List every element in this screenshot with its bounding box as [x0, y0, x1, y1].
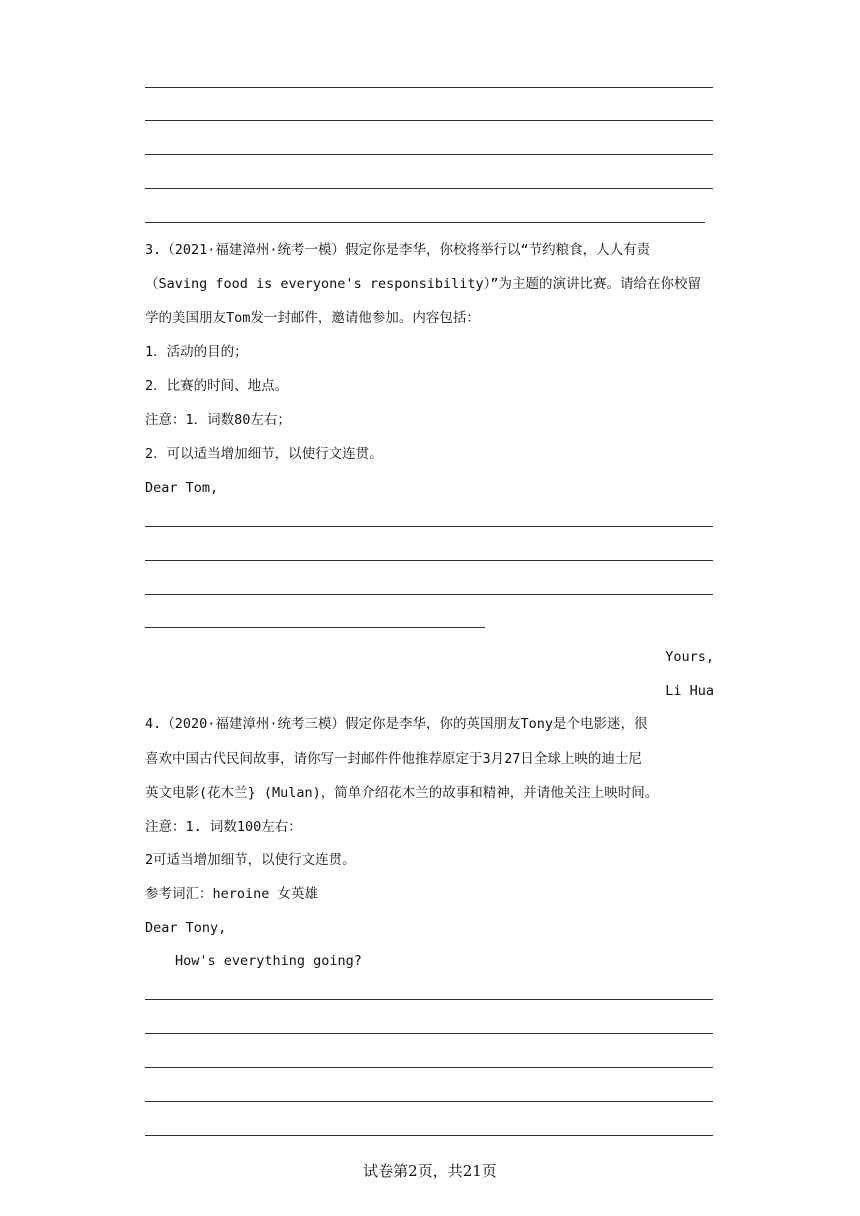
q3-prompt-line-3: 学的美国朋友Tom发一封邮件，邀请他参加。内容包括： — [145, 310, 480, 326]
writing-line — [145, 222, 705, 223]
writing-line — [145, 120, 713, 121]
q3-note-2: 2．可以适当增加细节，以使行文连贯。 — [145, 446, 383, 462]
q4-opening: How's everything going? — [175, 953, 362, 969]
q3-content-item-1: 1．活动的目的； — [145, 344, 248, 360]
q4-note-1: 注意：1. 词数100左右： — [145, 819, 302, 835]
writing-line — [145, 1033, 713, 1034]
writing-line — [145, 1101, 713, 1102]
writing-line — [145, 526, 713, 527]
writing-line — [145, 154, 713, 155]
writing-line — [145, 1067, 713, 1068]
q4-prompt-line-1: 4.（2020·福建漳州·统考三模）假定你是李华，你的英国朋友Tony是个电影迷，很 — [145, 716, 648, 732]
q4-greeting: Dear Tony, — [145, 920, 227, 936]
q3-prompt-line-2: （Saving food is everyone's responsibility）”为主题的演讲比赛。请给在你校留 — [145, 276, 701, 292]
q4-note-2: 2可适当增加细节，以使行文连贯。 — [145, 852, 356, 868]
q3-note-1: 注意：1．词数80左右； — [145, 412, 291, 428]
q4-vocab: 参考词汇：heroine 女英雄 — [145, 886, 319, 902]
writing-line — [145, 627, 485, 628]
q3-signature: Li Hua — [665, 683, 714, 699]
q3-greeting: Dear Tom, — [145, 480, 219, 496]
q3-prompt-line-1: 3.（2021·福建漳州·统考一模）假定你是李华，你校将举行以“节约粮食，人人有责 — [145, 242, 651, 258]
q4-prompt-line-2: 喜欢中国古代民间故事，请你写一封邮件件他推荐原定于3月27日全球上映的迪士尼 — [145, 751, 642, 767]
writing-line — [145, 188, 713, 189]
page-footer: 试卷第2页，共21页 — [363, 1162, 497, 1180]
writing-line — [145, 87, 713, 88]
writing-line — [145, 594, 713, 595]
q4-prompt-line-3: 英文电影(花木兰} (Mulan)，简单介绍花木兰的故事和精神，并请他关注上映时间。 — [145, 785, 659, 801]
writing-line — [145, 999, 713, 1000]
q3-content-item-2: 2．比赛的时间、地点。 — [145, 378, 289, 394]
writing-line — [145, 1135, 713, 1136]
q3-closing: Yours, — [665, 649, 714, 665]
writing-line — [145, 560, 713, 561]
